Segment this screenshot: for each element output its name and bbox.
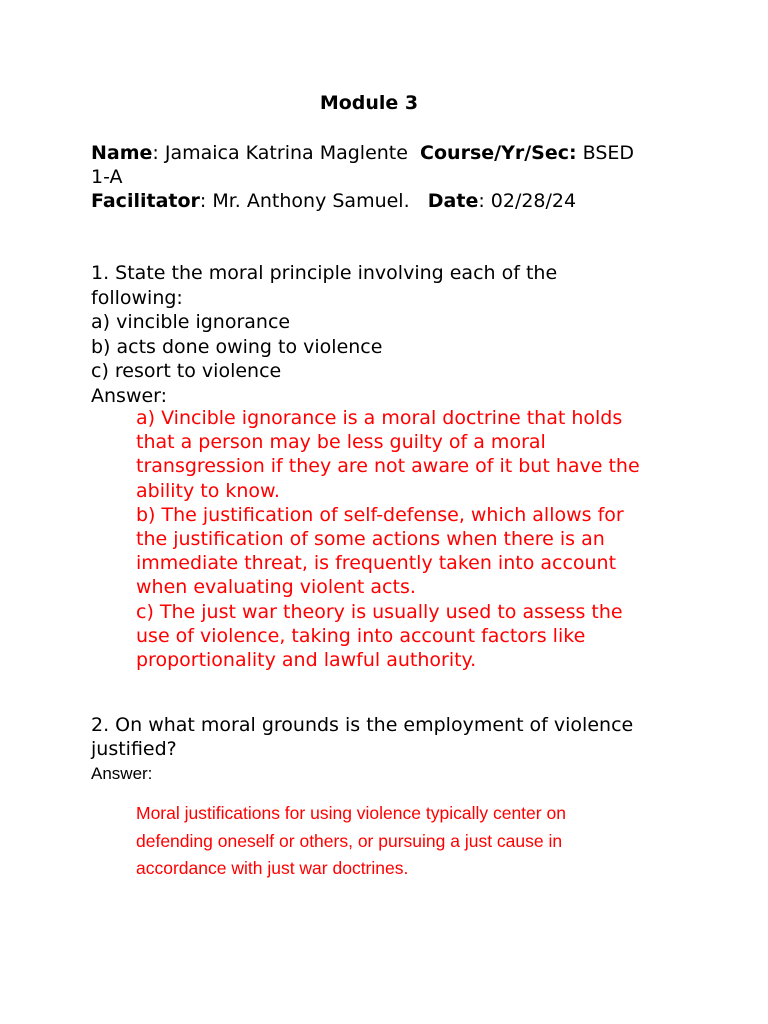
answer-1-line: use of violence, taking into account factors like xyxy=(136,624,586,647)
answer-1-line: immediate threat, is frequently taken into account xyxy=(136,552,617,575)
facilitator-date-line xyxy=(91,189,691,213)
answer-2-line: defending oneself or others, or pursuing a just cause in xyxy=(136,830,563,851)
question-1 xyxy=(91,261,691,408)
answer-2-line: Moral justifications for using violence typically center on xyxy=(136,803,566,823)
question-1-item-a: a) vincible ignorance xyxy=(91,311,291,333)
answer-2-line: accordance with just war doctrines. xyxy=(136,858,409,878)
question-2-line: justified? xyxy=(91,738,177,760)
question-2-answer-label: Answer: xyxy=(91,764,153,783)
question-1-answer-label: Answer: xyxy=(91,384,168,407)
answer-1-line: the justification of some actions when there is an xyxy=(136,528,605,551)
name-label: Name xyxy=(91,142,153,164)
answer-1-line: a) Vincible ignorance is a moral doctrine that holds xyxy=(136,407,623,429)
name-course-line xyxy=(91,141,691,165)
answer-1-line: c) The just war theory is usually used to assess the xyxy=(136,600,623,623)
answer-1-line: transgression if they are not aware of it but have the xyxy=(136,455,640,478)
date-label: Date xyxy=(427,190,479,212)
question-2 xyxy=(91,713,691,761)
question-2-answer xyxy=(136,800,616,883)
name-value: : Jamaica Katrina Maglente xyxy=(152,142,408,164)
question-1-item-c: c) resort to violence xyxy=(91,360,282,382)
answer-1-line: when evaluating violent acts. xyxy=(136,576,416,599)
question-2-line: 2. On what moral grounds is the employment of violence xyxy=(91,714,634,736)
answer-1-line: ability to know. xyxy=(136,479,280,502)
facilitator-value: : Mr. Anthony Samuel. xyxy=(199,190,410,212)
answer-1-line: that a person may be less guilty of a moral xyxy=(136,431,546,454)
course-label: Course/Yr/Sec: xyxy=(420,142,577,164)
course-value-continued: 1-A xyxy=(91,166,123,188)
question-1-item-b: b) acts done owing to violence xyxy=(91,335,383,358)
answer-1-line: proportionality and lawful authority. xyxy=(136,649,477,672)
question-1-line: 1. State the moral principle involving each of the xyxy=(91,262,558,284)
facilitator-label: Facilitator xyxy=(91,190,200,212)
page-title: Module 3 xyxy=(319,92,419,114)
answer-1-line: b) The justification of self-defense, which allows for xyxy=(136,503,624,526)
student-info-header xyxy=(91,141,691,213)
question-1-answer xyxy=(136,406,696,672)
question-1-line: following: xyxy=(91,286,183,309)
date-value: : 02/28/24 xyxy=(478,190,577,212)
course-value: BSED xyxy=(576,142,635,164)
